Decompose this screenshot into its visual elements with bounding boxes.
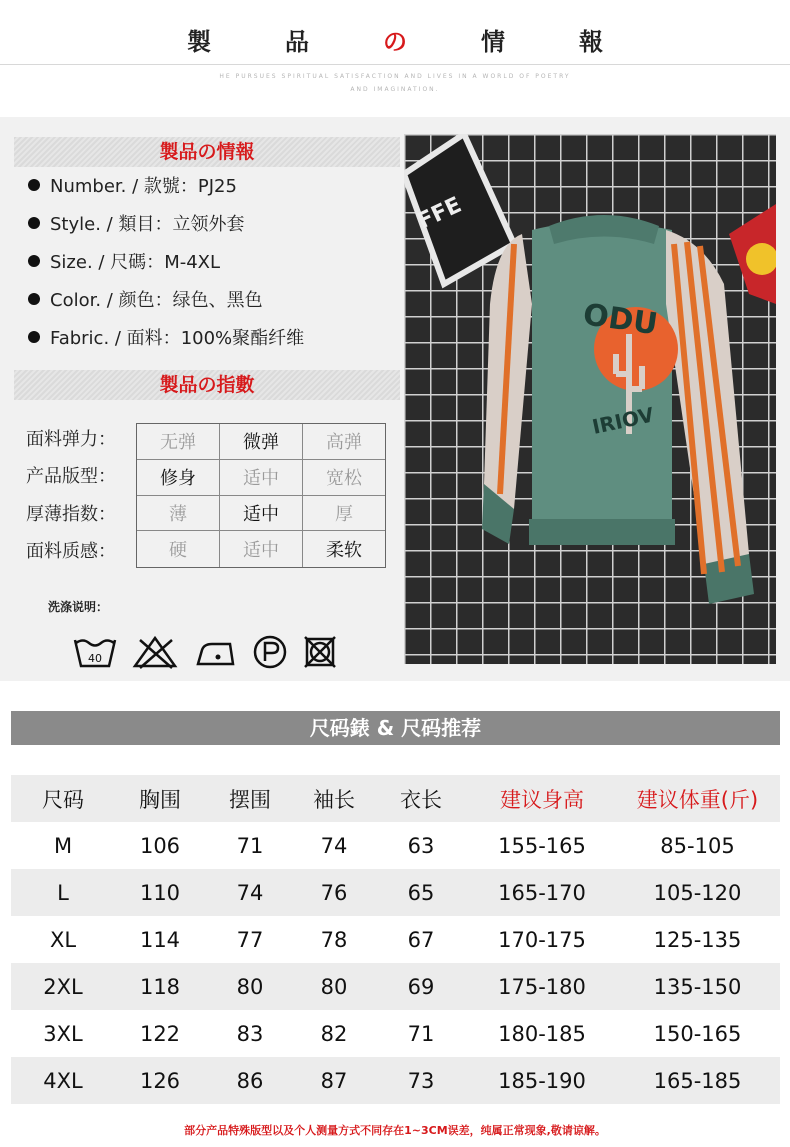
table-cell: 118 [139, 974, 181, 999]
bullet-icon [28, 179, 40, 191]
table-cell: 122 [139, 1021, 181, 1046]
index-label-fit: 产品版型： [26, 466, 116, 487]
page-title [0, 22, 790, 57]
index-option: 高弹 [303, 424, 385, 460]
title-char: 製 [187, 28, 211, 56]
wash-temperature: 40 [88, 652, 102, 665]
table-cell: 74 [320, 833, 348, 858]
spec-label: Number. / 款號： [50, 176, 198, 197]
table-cell: 165-185 [653, 1068, 742, 1093]
print-text-top: ODU [580, 297, 660, 343]
table-cell: 3XL [43, 1021, 83, 1046]
table-cell: 4XL [43, 1068, 83, 1093]
size-table-title: 尺码錶 & 尺码推荐 [11, 711, 780, 745]
index-section-title: 製品の指數 [14, 370, 400, 400]
table-cell: 73 [407, 1068, 435, 1093]
table-row [11, 822, 780, 869]
product-photo [404, 134, 776, 664]
table-cell: 165-170 [498, 880, 586, 905]
table-cell: 155-165 [498, 833, 586, 858]
spec-value: 100%聚酯纤维 [180, 328, 305, 349]
header-divider [0, 64, 790, 65]
table-cell: XL [49, 927, 77, 952]
bullet-icon [28, 217, 40, 229]
header-cell: 建议体重(斤) [636, 787, 759, 812]
footnote: 部分产品特殊版型以及个人测量方式不同存在1~3CM误差，纯属正常现象,敬请谅解。 [184, 1124, 606, 1137]
title-char: 報 [579, 28, 603, 56]
jacket-illustration [404, 134, 776, 664]
spec-label: Color. / 颜色： [50, 290, 173, 311]
table-cell: 150-165 [653, 1021, 742, 1046]
index-label-thickness: 厚薄指数： [26, 504, 116, 525]
table-cell: 125-135 [653, 927, 742, 952]
no-bleach-icon [132, 634, 178, 670]
print-text-bottom: IRIOV [590, 402, 656, 439]
table-row [11, 916, 780, 963]
iron-low-icon [192, 634, 238, 670]
sign-text: FFE [413, 192, 466, 235]
table-row [11, 963, 780, 1010]
header-subtitle [140, 70, 650, 96]
index-option: 薄 [137, 496, 220, 532]
table-cell: M [53, 833, 73, 858]
index-option: 微弹 [220, 424, 303, 460]
table-cell: 78 [320, 927, 348, 952]
spec-value: PJ25 [197, 176, 237, 197]
bullet-icon [28, 255, 40, 267]
index-label-elasticity: 面料弹力： [26, 429, 116, 450]
spec-style [28, 214, 244, 236]
subtitle-line: AND IMAGINATION. [350, 86, 440, 93]
no-tumble-dry-icon [302, 634, 338, 670]
index-option: 柔软 [326, 540, 362, 562]
table-cell: 80 [320, 974, 348, 999]
header-cell: 衣长 [400, 787, 442, 812]
table-cell: 80 [236, 974, 264, 999]
table-cell: 126 [139, 1068, 181, 1093]
wash-icons [72, 634, 338, 670]
table-cell: 71 [236, 833, 264, 858]
table-cell: 77 [236, 927, 264, 952]
spec-fabric [28, 328, 304, 350]
table-cell: 114 [139, 927, 181, 952]
table-cell: 85-105 [660, 833, 735, 858]
index-option: 适中 [220, 460, 303, 496]
table-row [11, 1057, 780, 1104]
subtitle-line: HE PURSUES SPIRITUAL SATISFACTION AND LIVES IN A WORLD OF POETRY [219, 73, 571, 80]
table-cell: 110 [139, 880, 181, 905]
table-cell: 180-185 [498, 1021, 586, 1046]
spec-size [28, 252, 220, 274]
header-cell: 摆围 [229, 787, 271, 812]
table-cell: 83 [236, 1021, 264, 1046]
spec-label: Style. / 類目： [50, 214, 173, 235]
table-row [11, 1010, 780, 1057]
table-cell: 105-120 [653, 880, 742, 905]
index-option: 适中 [220, 496, 303, 532]
dry-clean-p-icon [252, 634, 288, 670]
table-cell: 175-180 [498, 974, 586, 999]
info-section-title: 製品の情報 [14, 137, 400, 167]
table-cell: 74 [236, 880, 264, 905]
index-grid [136, 423, 386, 568]
table-cell: 185-190 [498, 1068, 586, 1093]
index-option: 修身 [137, 460, 220, 496]
spec-label: Fabric. / 面料： [50, 328, 181, 349]
index-option: 厚 [303, 496, 385, 532]
wash-title: 洗涤说明： [48, 600, 109, 614]
table-cell: 67 [407, 927, 435, 952]
header-cell: 袖长 [313, 787, 355, 812]
title-char: 品 [285, 28, 309, 56]
index-option: 适中 [220, 531, 303, 567]
wash-40-icon [72, 634, 118, 670]
table-row [11, 869, 780, 916]
index-option: 宽松 [303, 460, 385, 496]
index-option: 硬 [137, 531, 220, 567]
table-cell: 76 [320, 880, 348, 905]
spec-value: 绿色、黑色 [172, 290, 263, 311]
table-cell: 71 [407, 1021, 435, 1046]
spec-value: M-4XL [164, 252, 221, 273]
table-cell: 86 [236, 1068, 264, 1093]
table-cell: 170-175 [498, 927, 586, 952]
table-cell: 63 [407, 833, 435, 858]
spec-color [28, 290, 263, 312]
spec-value: 立领外套 [172, 214, 245, 235]
table-cell: 65 [407, 880, 435, 905]
table-cell: 2XL [43, 974, 83, 999]
table-cell: 82 [320, 1021, 348, 1046]
header-cell: 胸围 [139, 787, 181, 812]
title-char: の [383, 28, 407, 56]
table-cell: 135-150 [653, 974, 742, 999]
index-label-texture: 面料质感： [26, 541, 116, 562]
header-cell: 尺码 [42, 787, 84, 812]
table-cell: L [57, 880, 69, 905]
table-cell: 69 [407, 974, 435, 999]
table-cell: 106 [139, 833, 181, 858]
spec-number [28, 176, 237, 198]
size-table-header [11, 775, 780, 822]
size-table [11, 775, 780, 1104]
index-option: 无弹 [137, 424, 220, 460]
bullet-icon [28, 293, 40, 305]
title-char: 情 [481, 28, 505, 56]
table-cell: 87 [320, 1068, 348, 1093]
header-cell: 建议身高 [500, 787, 584, 812]
spec-label: Size. / 尺碼： [50, 252, 165, 273]
bullet-icon [28, 331, 40, 343]
